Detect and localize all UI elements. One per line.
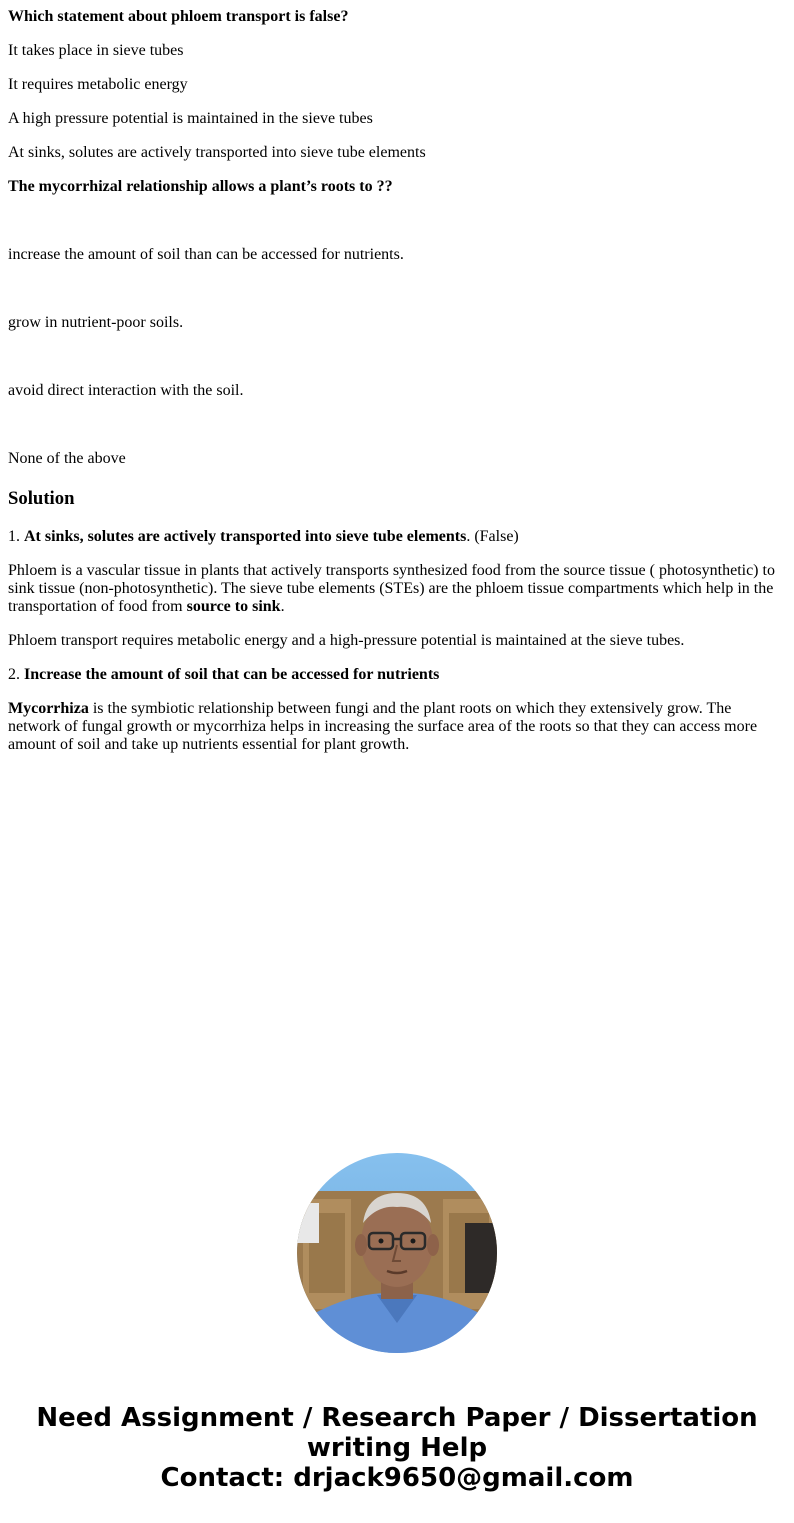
document-body: [8, 8, 786, 770]
question-2-option-c: avoid direct interaction with the soil.: [8, 382, 244, 399]
promo-line-1: Need Assignment / Research Paper / Dissertation: [36, 1403, 758, 1433]
phloem-text: Phloem is a vascular tissue in plants that actively transports synthesized food from the source tissue ( photosynthetic) to sink tissue (non-photosynthetic). The sieve tube elements (STEs) are the phloem tissue compartments which help in the transportation of food from: [8, 562, 775, 615]
question-2-option-d: None of the above: [8, 450, 126, 467]
promo-banner: [0, 1403, 794, 1493]
solution-answer-2: [8, 666, 786, 684]
question-1-option-d: At sinks, solutes are actively transported into sieve tube elements: [8, 144, 426, 161]
question-1-title: Which statement about phloem transport is false?: [8, 8, 349, 25]
mycorrhiza-text: is the symbiotic relationship between fungi and the plant roots on which they extensively grow. The network of fungal growth or mycorrhiza helps in increasing the surface area of the roots so that they can access more amount of soil and take up nutrients essential for plant growth.: [8, 700, 758, 753]
answer-2-number: 2.: [8, 666, 24, 683]
author-avatar: [297, 1153, 497, 1353]
author-portrait-image: [297, 1153, 497, 1353]
solution-answer-1: [8, 528, 786, 546]
answer-1-suffix: . (False): [466, 528, 519, 545]
question-2-option-b: grow in nutrient-poor soils.: [8, 314, 184, 331]
question-2-title: The mycorrhizal relationship allows a plant’s roots to ??: [8, 178, 393, 195]
answer-1-number: 1.: [8, 528, 24, 545]
solution-paragraph-mycorrhiza: [8, 700, 786, 754]
question-1-option-c: A high pressure potential is maintained in the sieve tubes: [8, 110, 373, 127]
source-to-sink: source to sink: [186, 598, 281, 615]
solution-paragraph-phloem: [8, 562, 786, 616]
promo-line-2: writing Help: [306, 1433, 488, 1463]
phloem-suffix: .: [280, 598, 285, 615]
question-2-option-a: increase the amount of soil than can be accessed for nutrients.: [8, 246, 404, 263]
solution-paragraph-energy: Phloem transport requires metabolic energy and a high-pressure potential is maintained at the sieve tubes.: [8, 632, 685, 649]
answer-2-statement: Increase the amount of soil that can be accessed for nutrients: [24, 666, 440, 683]
mycorrhiza-term: Mycorrhiza: [8, 700, 89, 717]
promo-contact: Contact: drjack9650@gmail.com: [160, 1463, 634, 1493]
solution-heading: Solution: [8, 488, 75, 509]
question-1-option-a: It takes place in sieve tubes: [8, 42, 184, 59]
answer-1-statement: At sinks, solutes are actively transported into sieve tube elements: [24, 528, 467, 545]
question-1-option-b: It requires metabolic energy: [8, 76, 188, 93]
